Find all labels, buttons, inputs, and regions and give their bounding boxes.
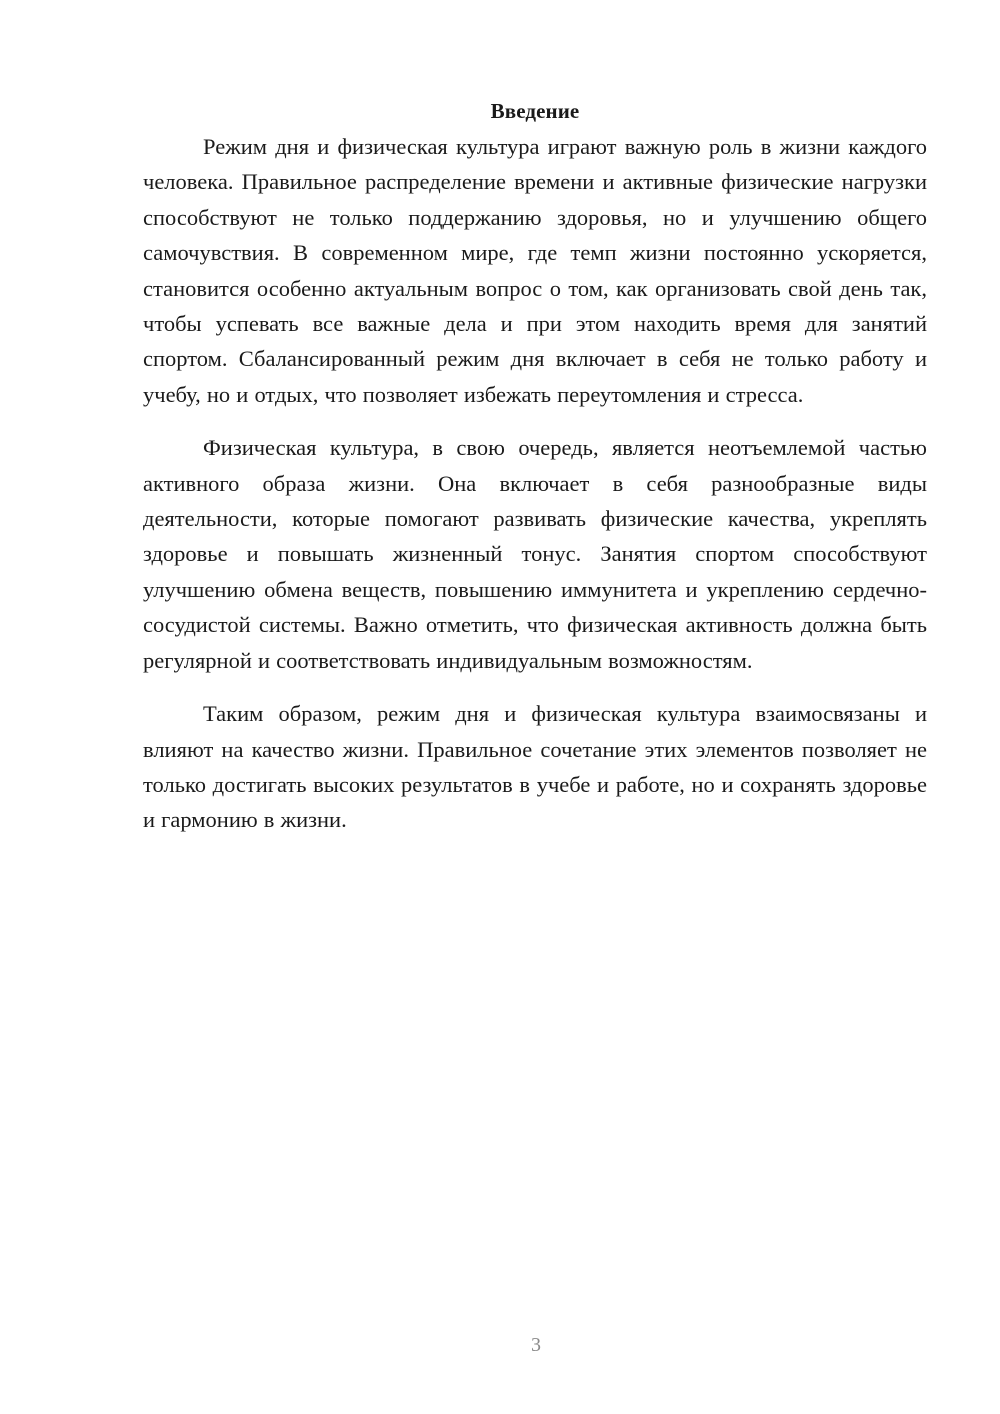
page-number: 3	[531, 1334, 541, 1356]
paragraph-2: Физическая культура, в свою очередь, является неотъемлемой частью активного образа жизни. Она включает в себя разнообразные виды деятельности, которые помогают развивать физические качества, укреплять здоровье и повышать жизненный тонус. Занятия спортом способствуют улучшению обмена веществ, повышению иммунитета и укреплению сердечно-сосудистой системы. Важно отметить, что физическая активность должна быть регулярной и соответствовать индивидуальным возможностям.	[143, 435, 927, 673]
section-title: Введение	[490, 99, 580, 123]
paragraph-1: Режим дня и физическая культура играют важную роль в жизни каждого человека. Правильное распределение времени и активные физические нагрузки способствуют не только поддержанию здоровья, но и улучшению общего самочувствия. В современном мире, где темп жизни постоянно ускоряется, становится особенно актуальным вопрос о том, как организовать свой день так, чтобы успевать все важные дела и при этом находить время для занятий спортом. Сбалансированный режим дня включает в себя не только работу и учебу, но и отдых, что позволяет избежать переутомления и стресса.	[143, 134, 927, 407]
paragraph-3: Таким образом, режим дня и физическая культура взаимосвязаны и влияют на качество жизни. Правильное сочетание этих элементов позволяет не только достигать высоких результатов в учебе и работе, но и сохранять здоровье и гармонию в жизни.	[143, 701, 927, 833]
page-content	[143, 94, 927, 856]
